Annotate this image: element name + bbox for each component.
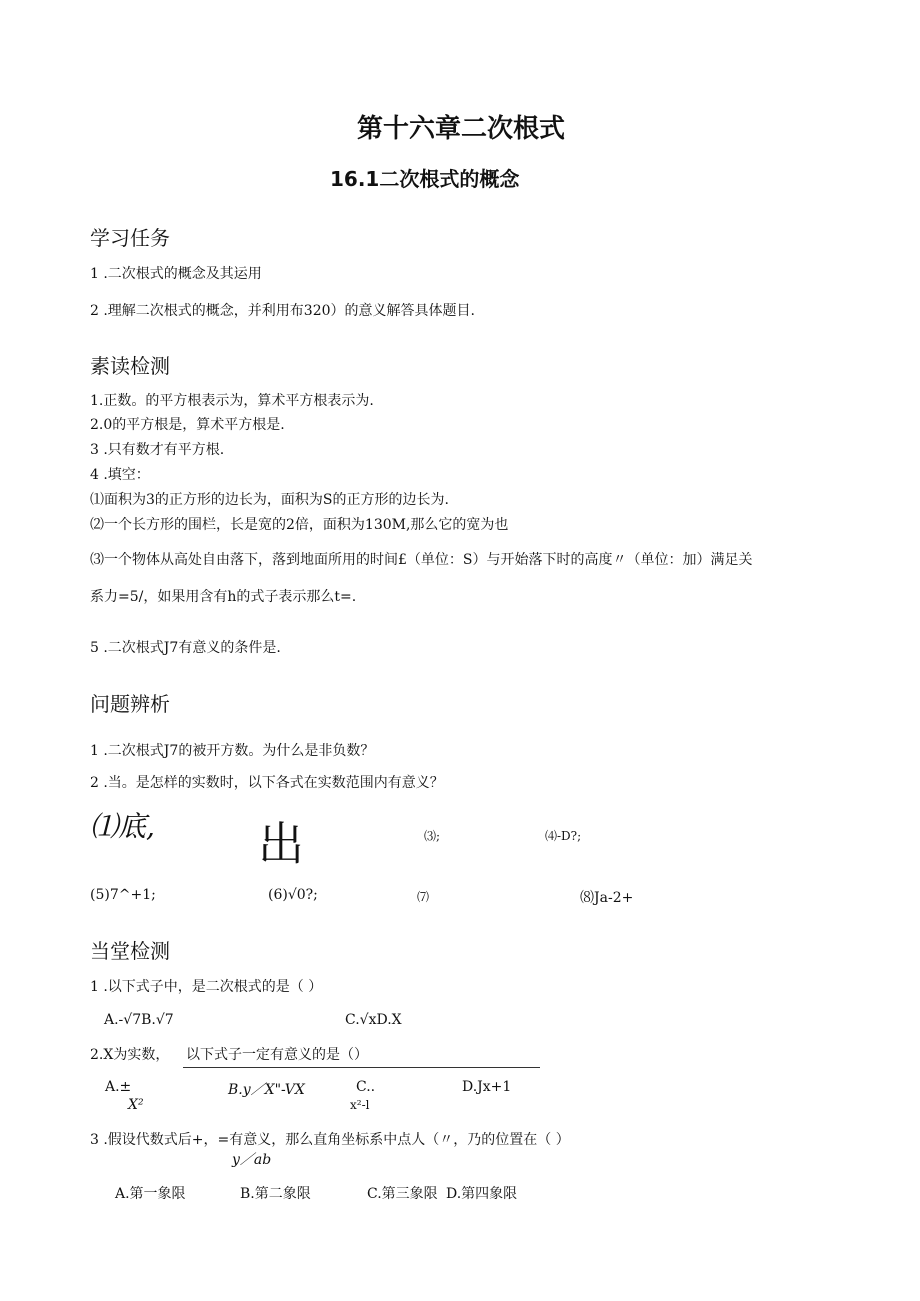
- class-check-heading: 当堂检测: [90, 939, 170, 963]
- literacy-check-heading: 素读检测: [90, 354, 170, 378]
- q3-stem-sub: y／ab: [232, 1152, 272, 1168]
- q2-stem-b: 以下式子一定有意义的是（）: [186, 1047, 368, 1063]
- q2-option-a-sub: X²: [128, 1097, 144, 1113]
- literacy-item-4-2: ⑵一个长方形的围栏，长是宽的2倍，面积为130M,那么它的宽为也: [90, 517, 509, 533]
- expression-1: ⑴底,: [90, 810, 155, 843]
- literacy-item-4-3-cont: 系力=5/，如果用含有h的式子表示那么t=.: [90, 589, 357, 605]
- literacy-item-4-1: ⑴面积为3的正方形的边长为，面积为S的正方形的边长为.: [90, 492, 449, 508]
- q3-stem: 3 .假设代数式后+，=有意义，那么直角坐标系中点人（〃，乃的位置在（ ）: [90, 1132, 570, 1148]
- q3-option-a: A.第一象限: [115, 1186, 186, 1202]
- literacy-item-5: 5 .二次根式J7有意义的条件是.: [90, 640, 281, 656]
- study-task-item-1: 1 .二次根式的概念及其运用: [90, 266, 262, 282]
- literacy-item-1: 1.正数。的平方根表示为，算术平方根表示为.: [90, 393, 374, 409]
- literacy-item-2: 2.0的平方根是，算术平方根是.: [90, 417, 285, 433]
- problem-analysis-heading: 问题辨析: [90, 692, 170, 716]
- chapter-title: 第十六章二次根式: [357, 114, 566, 144]
- expression-6: (6)√0?;: [268, 887, 318, 903]
- study-tasks-heading: 学习任务: [90, 226, 170, 250]
- expression-4: ⑷-D?;: [545, 829, 582, 843]
- q2-option-c: C..: [356, 1079, 376, 1095]
- problem-item-2: 2 .当。是怎样的实数时，以下各式在实数范围内有意义？: [90, 775, 444, 791]
- q1-options-cd: C.√xD.X: [345, 1012, 402, 1028]
- q1-options-ab: A.-√7B.√7: [104, 1012, 174, 1028]
- literacy-item-4: 4 .填空：: [90, 467, 150, 483]
- expression-8: ⑻Ja-2+: [580, 890, 634, 906]
- study-task-item-2: 2 .理解二次根式的概念，并利用布320）的意义解答具体题目.: [90, 303, 475, 319]
- section-title: 16.1二次根式的概念: [330, 167, 520, 191]
- literacy-item-3: 3 .只有数才有平方根.: [90, 442, 225, 458]
- problem-item-1: 1 .二次根式J7的被开方数。为什么是非负数？: [90, 743, 375, 759]
- q2-underline: [183, 1067, 540, 1068]
- expression-2: 出: [258, 817, 304, 871]
- q2-option-a: A.±: [105, 1079, 132, 1095]
- q2-option-c-sub: x²-l: [350, 1098, 370, 1112]
- q2-option-d: D.Jx+1: [462, 1079, 512, 1095]
- q3-option-d: D.第四象限: [446, 1186, 518, 1202]
- q3-option-c: C.第三象限: [367, 1186, 438, 1202]
- literacy-item-4-3: ⑶一个物体从高处自由落下，落到地面所用的时间£（单位：S）与开始落下时的高度〃（单位：加）满足关: [90, 552, 753, 568]
- q3-option-b: B.第二象限: [240, 1186, 311, 1202]
- q2-option-b: B.y／X"-VX: [228, 1082, 305, 1098]
- expression-5: (5)7^+1;: [90, 887, 156, 903]
- q1-stem: 1 .以下式子中，是二次根式的是（ ）: [90, 979, 323, 995]
- expression-3: ⑶;: [424, 829, 441, 843]
- q2-stem-a: 2.X为实数，: [90, 1047, 170, 1063]
- expression-7: ⑺: [417, 890, 430, 904]
